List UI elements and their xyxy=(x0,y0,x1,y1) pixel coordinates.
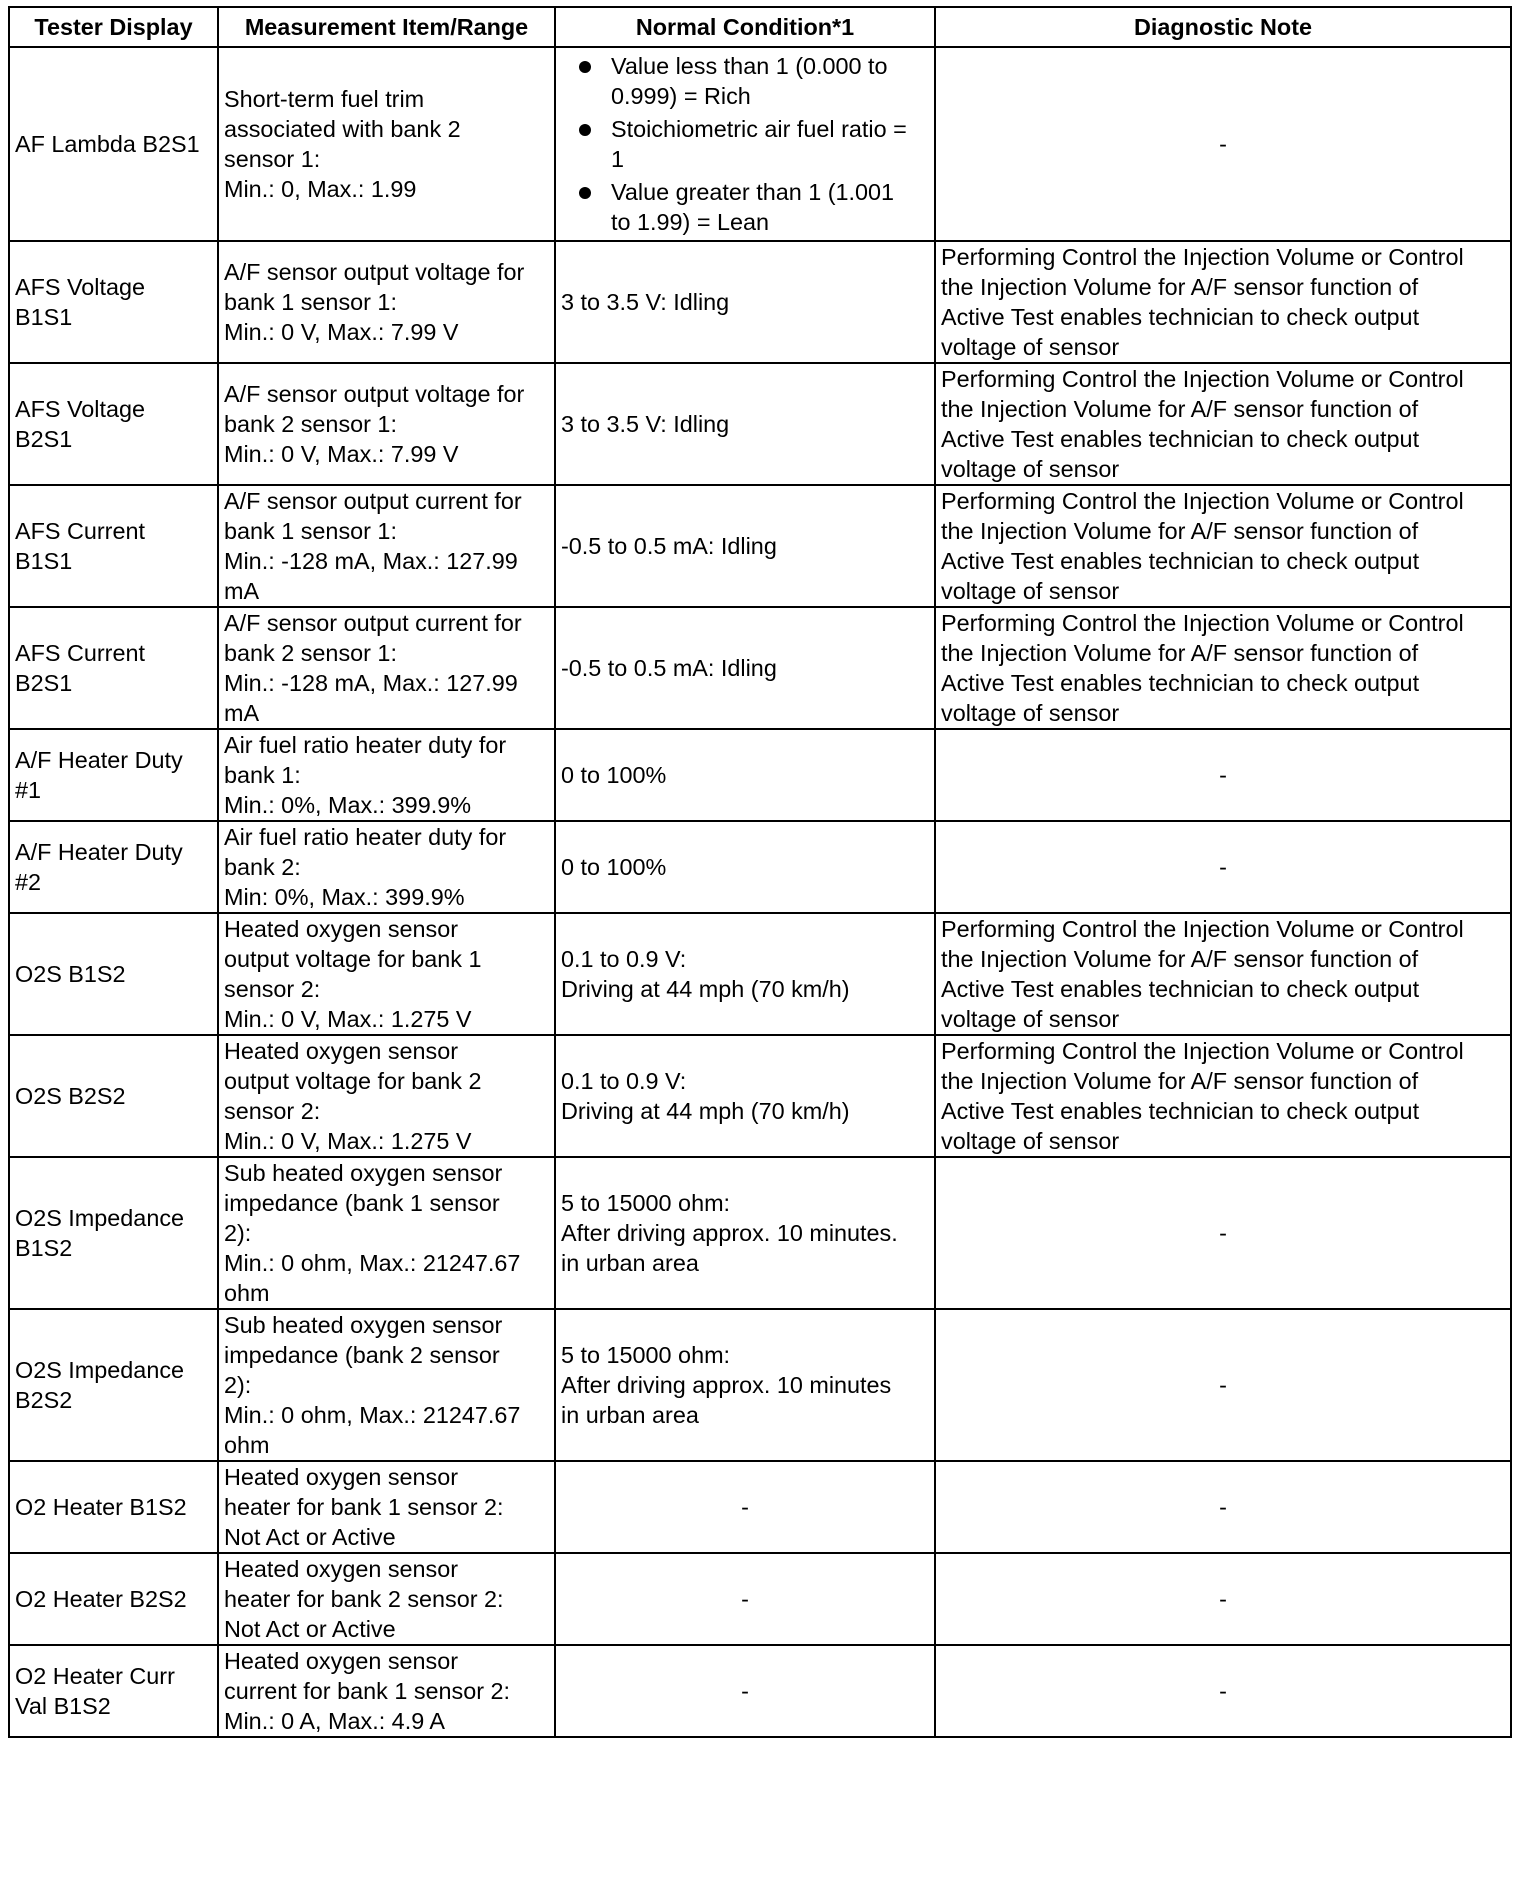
table-row xyxy=(9,485,1511,607)
cell-tester-display xyxy=(9,485,218,607)
diagnostic-note-line: the Injection Volume for A/F sensor function of xyxy=(941,396,1419,422)
tester-display-line: O2S Impedance xyxy=(15,1357,185,1383)
cell-normal-condition xyxy=(555,47,935,241)
cell-normal-condition xyxy=(555,1035,935,1157)
header-normal-condition: Normal Condition*1 xyxy=(555,7,935,47)
cell-normal-condition xyxy=(555,821,935,913)
bullet-icon xyxy=(579,187,591,199)
cell-tester-display xyxy=(9,1461,218,1553)
tester-display-line: AFS Current xyxy=(15,640,145,666)
measurement-line: A/F sensor output voltage for xyxy=(224,259,525,285)
measurement-line: bank 2 sensor 1: xyxy=(224,411,397,437)
tester-display-line: O2S B1S2 xyxy=(15,961,126,987)
measurement-line: Air fuel ratio heater duty for xyxy=(224,732,507,758)
tester-display-line: Val B1S2 xyxy=(15,1693,111,1719)
tester-display-line: AF Lambda B2S1 xyxy=(15,131,200,157)
table-body xyxy=(9,47,1511,1737)
tester-display-line: O2 Heater B2S2 xyxy=(15,1586,187,1612)
measurement-line: Heated oxygen sensor xyxy=(224,1038,459,1064)
condition-bullet-line: 0.999) = Rich xyxy=(611,83,751,109)
table-row xyxy=(9,821,1511,913)
table-row xyxy=(9,1035,1511,1157)
cell-normal-condition xyxy=(555,241,935,363)
measurement-line: 2): xyxy=(224,1220,252,1246)
table-header-row xyxy=(9,7,1511,47)
measurement-line: A/F sensor output voltage for xyxy=(224,381,525,407)
cell-normal-condition xyxy=(555,363,935,485)
condition-line: in urban area xyxy=(561,1250,699,1276)
measurement-line: bank 1 sensor 1: xyxy=(224,518,397,544)
diagnostic-note-line: the Injection Volume for A/F sensor function of xyxy=(941,946,1419,972)
measurement-line: Min.: 0 ohm, Max.: 21247.67 xyxy=(224,1402,521,1428)
diagnostic-note-line: voltage of sensor xyxy=(941,578,1120,604)
diagnostic-data-table xyxy=(8,6,1512,1738)
diagnostic-note-line: - xyxy=(1219,131,1227,157)
diagnostic-note-line: voltage of sensor xyxy=(941,1128,1120,1154)
cell-tester-display xyxy=(9,47,218,241)
measurement-line: Min.: 0 V, Max.: 1.275 V xyxy=(224,1006,472,1032)
cell-diagnostic-note xyxy=(935,1035,1511,1157)
cell-diagnostic-note xyxy=(935,363,1511,485)
measurement-line: Short-term fuel trim xyxy=(224,86,425,112)
cell-diagnostic-note xyxy=(935,607,1511,729)
measurement-line: ohm xyxy=(224,1432,270,1458)
cell-tester-display xyxy=(9,729,218,821)
cell-diagnostic-note xyxy=(935,1309,1511,1461)
tester-display-line: B1S1 xyxy=(15,548,73,574)
cell-normal-condition xyxy=(555,485,935,607)
tester-display-line: B2S1 xyxy=(15,426,73,452)
measurement-line: Heated oxygen sensor xyxy=(224,1648,459,1674)
diagnostic-note-line: Active Test enables technician to check output xyxy=(941,1098,1420,1124)
diagnostic-note-line: the Injection Volume for A/F sensor function of xyxy=(941,640,1419,666)
cell-diagnostic-note xyxy=(935,1553,1511,1645)
cell-normal-condition xyxy=(555,913,935,1035)
diagnostic-note-line: - xyxy=(1219,854,1227,880)
tester-display-line: A/F Heater Duty xyxy=(15,747,183,773)
measurement-line: output voltage for bank 2 xyxy=(224,1068,482,1094)
table-row xyxy=(9,363,1511,485)
cell-measurement-item xyxy=(218,1035,555,1157)
measurement-line: Min.: -128 mA, Max.: 127.99 xyxy=(224,548,518,574)
diagnostic-note-line: Performing Control the Injection Volume or Control xyxy=(941,488,1464,514)
measurement-line: sensor 1: xyxy=(224,146,321,172)
table-row xyxy=(9,241,1511,363)
measurement-line: Min.: 0 ohm, Max.: 21247.67 xyxy=(224,1250,521,1276)
cell-measurement-item xyxy=(218,607,555,729)
bullet-icon xyxy=(579,124,591,136)
table-row xyxy=(9,913,1511,1035)
diagnostic-note-line: Active Test enables technician to check output xyxy=(941,670,1420,696)
table-row xyxy=(9,1461,1511,1553)
condition-line: After driving approx. 10 minutes. xyxy=(561,1220,898,1246)
tester-display-line: #1 xyxy=(15,777,42,803)
measurement-line: A/F sensor output current for xyxy=(224,610,522,636)
condition-bullet-item xyxy=(561,177,929,237)
cell-normal-condition xyxy=(555,729,935,821)
condition-line: 3 to 3.5 V: Idling xyxy=(561,411,730,437)
measurement-line: ohm xyxy=(224,1280,270,1306)
measurement-line: Min.: 0, Max.: 1.99 xyxy=(224,176,417,202)
cell-diagnostic-note xyxy=(935,47,1511,241)
condition-line: 0 to 100% xyxy=(561,762,667,788)
measurement-line: Min.: 0 V, Max.: 7.99 V xyxy=(224,441,459,467)
tester-display-line: #2 xyxy=(15,869,42,895)
cell-tester-display xyxy=(9,1157,218,1309)
tester-display-line: AFS Current xyxy=(15,518,145,544)
condition-line: in urban area xyxy=(561,1402,699,1428)
diagnostic-note-line: Performing Control the Injection Volume or Control xyxy=(941,916,1464,942)
cell-tester-display xyxy=(9,1645,218,1737)
table-row xyxy=(9,1645,1511,1737)
cell-diagnostic-note xyxy=(935,1645,1511,1737)
measurement-line: Heated oxygen sensor xyxy=(224,916,459,942)
tester-display-line: O2S Impedance xyxy=(15,1205,185,1231)
condition-line: 5 to 15000 ohm: xyxy=(561,1342,731,1368)
measurement-line: mA xyxy=(224,578,260,604)
header-measurement-item: Measurement Item/Range xyxy=(218,7,555,47)
condition-line: -0.5 to 0.5 mA: Idling xyxy=(561,655,777,681)
cell-diagnostic-note xyxy=(935,1461,1511,1553)
diagnostic-note-line: voltage of sensor xyxy=(941,1006,1120,1032)
cell-measurement-item xyxy=(218,1309,555,1461)
tester-display-line: B1S2 xyxy=(15,1235,73,1261)
measurement-line: Heated oxygen sensor xyxy=(224,1464,459,1490)
cell-normal-condition xyxy=(555,1461,935,1553)
cell-tester-display xyxy=(9,1035,218,1157)
diagnostic-note-line: the Injection Volume for A/F sensor function of xyxy=(941,518,1419,544)
tester-display-line: B2S2 xyxy=(15,1387,73,1413)
tester-display-line: B2S1 xyxy=(15,670,73,696)
condition-line: 5 to 15000 ohm: xyxy=(561,1190,731,1216)
condition-bullet-line: Value greater than 1 (1.001 xyxy=(611,179,895,205)
diagnostic-note-line: the Injection Volume for A/F sensor function of xyxy=(941,274,1419,300)
condition-bullet-line: Value less than 1 (0.000 to xyxy=(611,53,888,79)
cell-diagnostic-note xyxy=(935,821,1511,913)
measurement-line: 2): xyxy=(224,1372,252,1398)
cell-tester-display xyxy=(9,363,218,485)
measurement-line: Min.: 0%, Max.: 399.9% xyxy=(224,792,472,818)
measurement-line: bank 2: xyxy=(224,854,301,880)
measurement-line: Min.: 0 V, Max.: 1.275 V xyxy=(224,1128,472,1154)
table-row xyxy=(9,1309,1511,1461)
diagnostic-note-line: Performing Control the Injection Volume or Control xyxy=(941,610,1464,636)
diagnostic-note-line: voltage of sensor xyxy=(941,334,1120,360)
cell-tester-display xyxy=(9,1553,218,1645)
condition-bullet-item xyxy=(561,51,929,111)
cell-measurement-item xyxy=(218,1645,555,1737)
measurement-line: A/F sensor output current for xyxy=(224,488,522,514)
bullet-icon xyxy=(579,61,591,73)
measurement-line: Min: 0%, Max.: 399.9% xyxy=(224,884,465,910)
condition-bullet-line: Stoichiometric air fuel ratio = xyxy=(611,116,907,142)
table-row xyxy=(9,1553,1511,1645)
diagnostic-note-line: - xyxy=(1219,1678,1227,1704)
tester-display-line: O2 Heater Curr xyxy=(15,1663,175,1689)
cell-normal-condition xyxy=(555,1309,935,1461)
tester-display-line: B1S1 xyxy=(15,304,73,330)
diagnostic-note-line: Active Test enables technician to check output xyxy=(941,426,1420,452)
condition-line: - xyxy=(741,1586,749,1612)
condition-bullet-line: to 1.99) = Lean xyxy=(611,209,770,235)
tester-display-line: A/F Heater Duty xyxy=(15,839,183,865)
diagnostic-note-line: Active Test enables technician to check output xyxy=(941,548,1420,574)
measurement-line: associated with bank 2 xyxy=(224,116,461,142)
condition-bullet-item xyxy=(561,114,929,174)
header-diagnostic-note: Diagnostic Note xyxy=(935,7,1511,47)
cell-tester-display xyxy=(9,1309,218,1461)
cell-measurement-item xyxy=(218,729,555,821)
measurement-line: output voltage for bank 1 xyxy=(224,946,482,972)
measurement-line: current for bank 1 sensor 2: xyxy=(224,1678,511,1704)
diagnostic-note-line: Performing Control the Injection Volume or Control xyxy=(941,366,1464,392)
tester-display-line: O2 Heater B1S2 xyxy=(15,1494,187,1520)
table-row xyxy=(9,1157,1511,1309)
cell-tester-display xyxy=(9,241,218,363)
measurement-line: bank 1: xyxy=(224,762,301,788)
measurement-line: Sub heated oxygen sensor xyxy=(224,1160,503,1186)
diagnostic-note-line: - xyxy=(1219,762,1227,788)
measurement-line: Min.: 0 V, Max.: 7.99 V xyxy=(224,319,459,345)
table-row xyxy=(9,47,1511,241)
measurement-line: Sub heated oxygen sensor xyxy=(224,1312,503,1338)
condition-line: 0.1 to 0.9 V: xyxy=(561,946,687,972)
condition-line: Driving at 44 mph (70 km/h) xyxy=(561,976,850,1002)
cell-diagnostic-note xyxy=(935,1157,1511,1309)
diagnostic-note-line: voltage of sensor xyxy=(941,456,1120,482)
table-row xyxy=(9,607,1511,729)
diagnostic-note-line: - xyxy=(1219,1494,1227,1520)
condition-line: - xyxy=(741,1494,749,1520)
cell-measurement-item xyxy=(218,1553,555,1645)
cell-measurement-item xyxy=(218,1157,555,1309)
condition-line: After driving approx. 10 minutes xyxy=(561,1372,892,1398)
cell-measurement-item xyxy=(218,363,555,485)
cell-diagnostic-note xyxy=(935,241,1511,363)
measurement-line: bank 1 sensor 1: xyxy=(224,289,397,315)
diagnostic-note-line: the Injection Volume for A/F sensor function of xyxy=(941,1068,1419,1094)
cell-normal-condition xyxy=(555,1553,935,1645)
diagnostic-note-line: - xyxy=(1219,1372,1227,1398)
measurement-line: Not Act or Active xyxy=(224,1524,396,1550)
diagnostic-note-line: Performing Control the Injection Volume or Control xyxy=(941,1038,1464,1064)
measurement-line: impedance (bank 1 sensor xyxy=(224,1190,500,1216)
condition-bullet-list xyxy=(561,51,929,237)
measurement-line: Min.: 0 A, Max.: 4.9 A xyxy=(224,1708,446,1734)
cell-measurement-item xyxy=(218,1461,555,1553)
tester-display-line: O2S B2S2 xyxy=(15,1083,126,1109)
diagnostic-note-line: Active Test enables technician to check output xyxy=(941,976,1420,1002)
tester-display-line: AFS Voltage xyxy=(15,274,146,300)
measurement-line: sensor 2: xyxy=(224,1098,321,1124)
condition-line: 3 to 3.5 V: Idling xyxy=(561,289,730,315)
cell-tester-display xyxy=(9,913,218,1035)
cell-diagnostic-note xyxy=(935,485,1511,607)
measurement-line: sensor 2: xyxy=(224,976,321,1002)
cell-diagnostic-note xyxy=(935,913,1511,1035)
table-row xyxy=(9,729,1511,821)
cell-normal-condition xyxy=(555,1157,935,1309)
cell-tester-display xyxy=(9,821,218,913)
diagnostic-note-line: - xyxy=(1219,1586,1227,1612)
cell-diagnostic-note xyxy=(935,729,1511,821)
measurement-line: bank 2 sensor 1: xyxy=(224,640,397,666)
diagnostic-note-line: Performing Control the Injection Volume or Control xyxy=(941,244,1464,270)
measurement-line: heater for bank 1 sensor 2: xyxy=(224,1494,504,1520)
measurement-line: impedance (bank 2 sensor xyxy=(224,1342,500,1368)
cell-measurement-item xyxy=(218,821,555,913)
header-tester-display: Tester Display xyxy=(9,7,218,47)
condition-line: Driving at 44 mph (70 km/h) xyxy=(561,1098,850,1124)
diagnostic-note-line: voltage of sensor xyxy=(941,700,1120,726)
measurement-line: Min.: -128 mA, Max.: 127.99 xyxy=(224,670,518,696)
measurement-line: Not Act or Active xyxy=(224,1616,396,1642)
cell-measurement-item xyxy=(218,241,555,363)
measurement-line: heater for bank 2 sensor 2: xyxy=(224,1586,504,1612)
measurement-line: Heated oxygen sensor xyxy=(224,1556,459,1582)
cell-measurement-item xyxy=(218,47,555,241)
cell-normal-condition xyxy=(555,607,935,729)
measurement-line: mA xyxy=(224,700,260,726)
condition-bullet-line: 1 xyxy=(611,146,625,172)
cell-measurement-item xyxy=(218,913,555,1035)
cell-normal-condition xyxy=(555,1645,935,1737)
cell-tester-display xyxy=(9,607,218,729)
condition-line: 0 to 100% xyxy=(561,854,667,880)
tester-display-line: AFS Voltage xyxy=(15,396,146,422)
measurement-line: Air fuel ratio heater duty for xyxy=(224,824,507,850)
condition-line: -0.5 to 0.5 mA: Idling xyxy=(561,533,777,559)
condition-line: - xyxy=(741,1678,749,1704)
cell-measurement-item xyxy=(218,485,555,607)
diagnostic-note-line: - xyxy=(1219,1220,1227,1246)
diagnostic-note-line: Active Test enables technician to check output xyxy=(941,304,1420,330)
condition-line: 0.1 to 0.9 V: xyxy=(561,1068,687,1094)
